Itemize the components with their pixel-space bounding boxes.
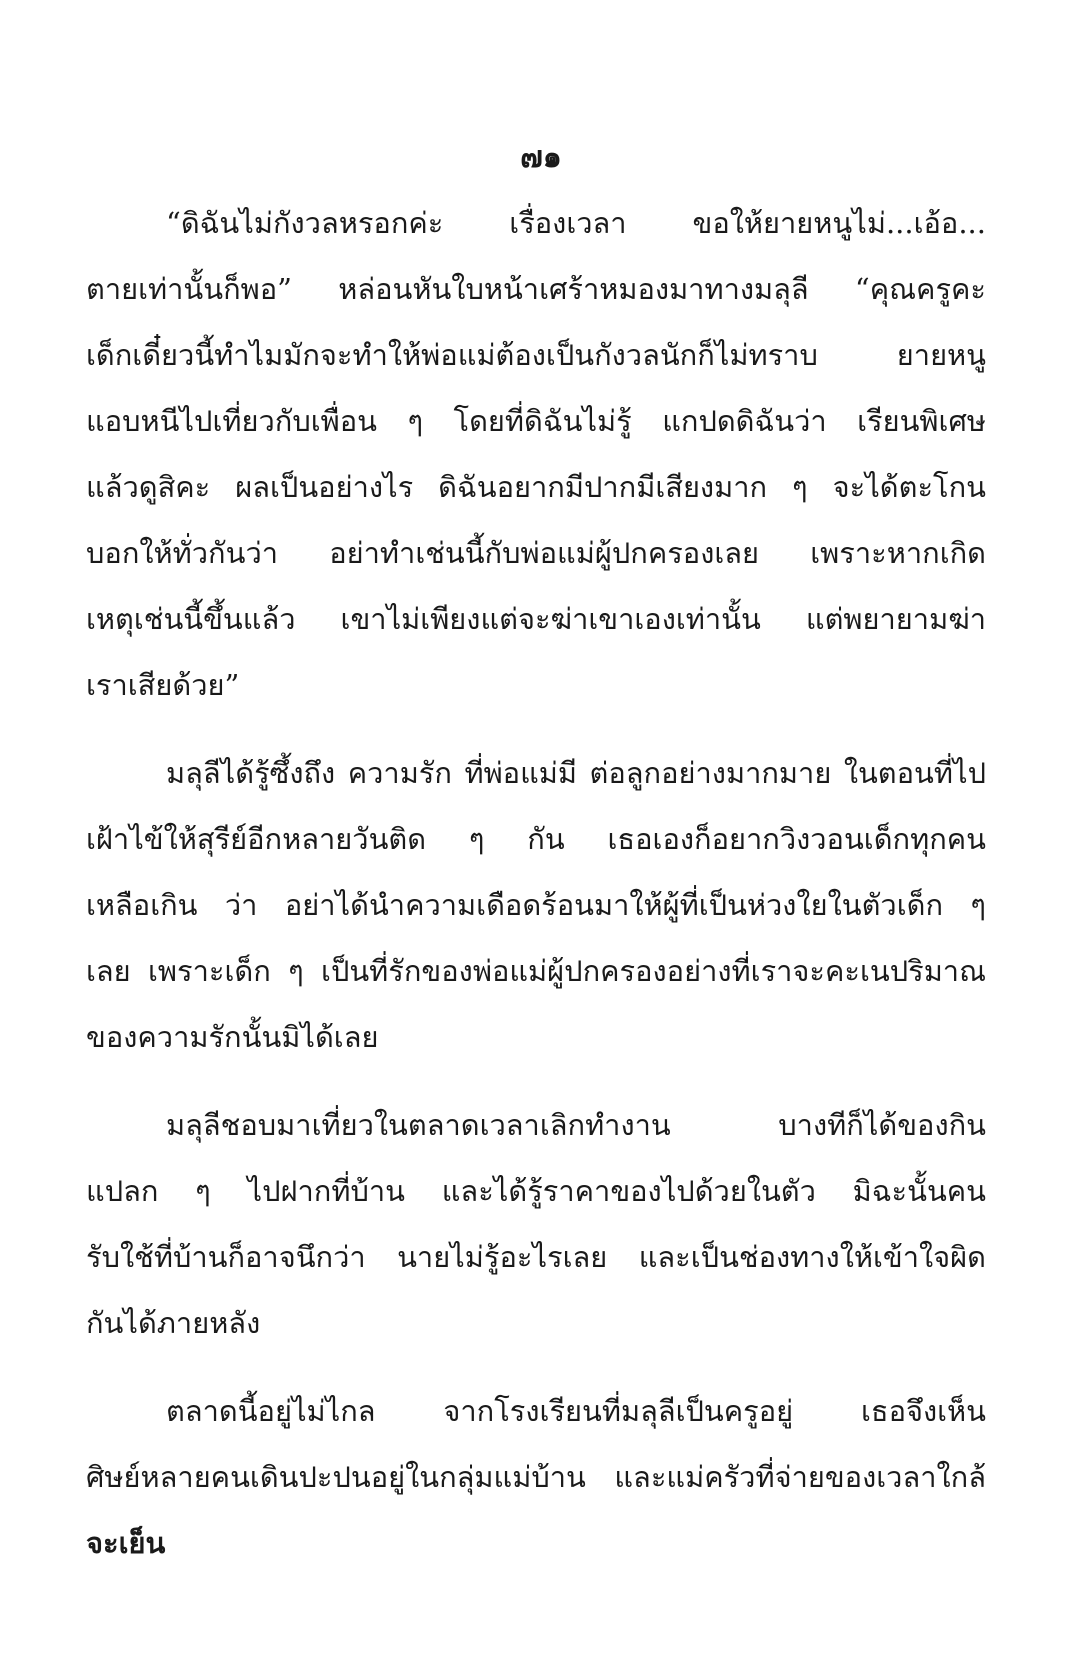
text-line: มลุลีชอบมาเที่ยวในตลาดเวลาเลิกทำงาน บางทีก็ได้ของกิน [166, 1108, 986, 1142]
text-line: รับใช้ที่บ้านก็อาจนึกว่า นายไม่รู้อะไรเลย และเป็นช่องทางให้เข้าใจผิด [86, 1240, 986, 1274]
page-number: ๗๑ [520, 140, 562, 175]
text-line: กันได้ภายหลัง [86, 1306, 261, 1340]
text-line: ศิษย์หลายคนเดินปะปนอยู่ในกลุ่มแม่บ้าน และแม่ครัวที่จ่ายของเวลาใกล้ [86, 1460, 986, 1494]
text-line: เฝ้าไข้ให้สุรีย์อีกหลายวันติด ๆ กัน เธอเองก็อยากวิงวอนเด็กทุกคน [86, 822, 986, 856]
text-line: เลย เพราะเด็ก ๆ เป็นที่รักของพ่อแม่ผู้ปกครองอย่างที่เราจะคะเนปริมาณ [86, 954, 986, 988]
text-line: บอกให้ทั่วกันว่า อย่าทำเช่นนี้กับพ่อแม่ผู้ปกครองเลย เพราะหากเกิด [86, 536, 986, 570]
text-line: เหตุเช่นนี้ขึ้นแล้ว เขาไม่เพียงแต่จะฆ่าเขาเองเท่านั้น แต่พยายามฆ่า [86, 602, 986, 636]
text-line: จะเย็น [86, 1526, 166, 1560]
text-line: มลุลีได้รู้ซึ้งถึง ความรัก ที่พ่อแม่มี ต่อลูกอย่างมากมาย ในตอนที่ไป [166, 756, 986, 790]
text-line: แอบหนีไปเที่ยวกับเพื่อน ๆ โดยที่ดิฉันไม่รู้ แกปดดิฉันว่า เรียนพิเศษ [86, 404, 986, 438]
text-line: เหลือเกิน ว่า อย่าได้นำความเดือดร้อนมาให้ผู้ที่เป็นห่วงใยในตัวเด็ก ๆ [86, 888, 986, 922]
text-line: “ดิฉันไม่กังวลหรอกค่ะ เรื่องเวลา ขอให้ยายหนูไม่...เอ้อ... [166, 206, 986, 240]
paragraph-3 [86, 1092, 986, 1356]
text-line: ตายเท่านั้นก็พอ” หล่อนหันใบหน้าเศร้าหมองมาทางมลุลี “คุณครูคะ [86, 272, 986, 306]
body-text [86, 190, 986, 1598]
text-line: แล้วดูสิคะ ผลเป็นอย่างไร ดิฉันอยากมีปากมีเสียงมาก ๆ จะได้ตะโกน [86, 470, 986, 504]
paragraph-2 [86, 740, 986, 1070]
text-line: เด็กเดี๋ยวนี้ทำไมมักจะทำให้พ่อแม่ต้องเป็นกังวลนักก็ไม่ทราบ ยายหนู [86, 338, 986, 372]
text-line: ตลาดนี้อยู่ไม่ไกล จากโรงเรียนที่มลุลีเป็นครูอยู่ เธอจึงเห็น [166, 1394, 986, 1428]
text-line: เราเสียด้วย” [86, 668, 240, 702]
paragraph-1 [86, 190, 986, 718]
paragraph-4 [86, 1378, 986, 1576]
text-line: แปลก ๆ ไปฝากที่บ้าน และได้รู้ราคาของไปด้วยในตัว มิฉะนั้นคน [86, 1174, 986, 1208]
text-line: ของความรักนั้นมิได้เลย [86, 1020, 379, 1054]
